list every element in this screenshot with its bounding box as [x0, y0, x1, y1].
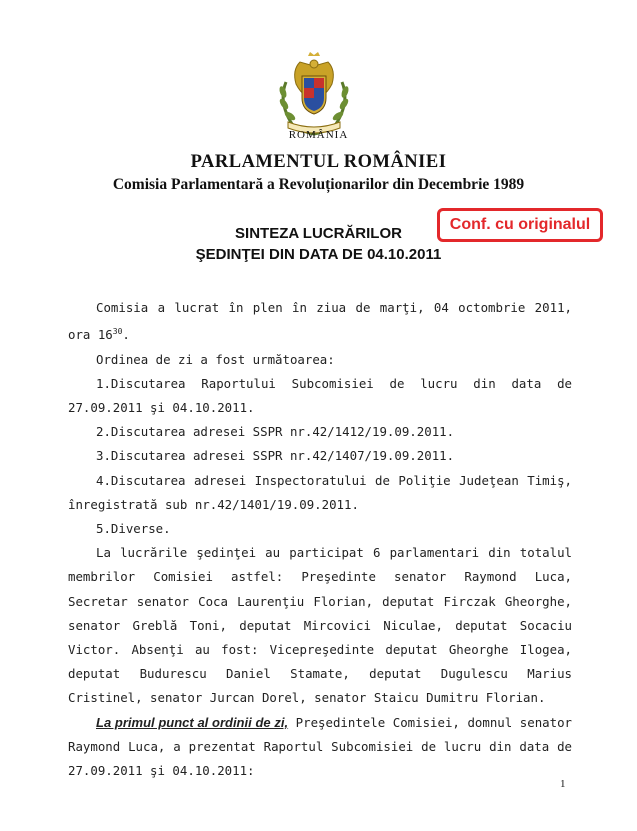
document-title-line2: ŞEDINŢEI DIN DATA DE 04.10.2011 — [195, 246, 442, 263]
conformity-stamp: Conf. cu originalul — [437, 208, 603, 242]
parliament-title: PARLAMENTUL ROMÂNIEI — [190, 152, 447, 172]
agenda-item-2: 2.Discutarea adresei SSPR nr.42/1412/19.09.2011. — [96, 424, 455, 440]
commission-subtitle: Comisia Parlamentară a Revoluționarilor din Decembrie 1989 — [112, 176, 525, 193]
page-number: 1 — [560, 778, 566, 790]
agenda-item-3: 3.Discutarea adresei SSPR nr.42/1407/19.09.2011. — [96, 448, 455, 464]
time-superscript: 30 — [112, 327, 123, 337]
first-point-lead: La primul punct al ordinii de zi, — [96, 714, 289, 730]
agenda-item-5: 5.Diverse. — [96, 520, 171, 536]
document-body — [68, 296, 572, 783]
paragraph-session-time: Comisia a lucrat în plen în ziua de marţi, 04 octombrie 2011, ora $16^{30}$. — [68, 300, 572, 343]
agenda-item-1: 1.Discutarea Raportului Subcomisiei de lucru din data de 27.09.2011 şi 04.10.2011. — [68, 375, 572, 415]
paragraph-first-point: La primul punct al ordinii de zi, Preşedintele Comisiei, domnul senator Raymond Luca, a prezentat Raportul Subcomisiei de lucru din data de 27.09.2011 şi 04.10.2011: — [68, 714, 572, 778]
document-title-line1: SINTEZA LUCRĂRILOR — [235, 225, 402, 242]
agenda-item-4: 4.Discutarea adresei Inspectoratului de Poliţie Judeţean Timiş, înregistrată sub nr.42/1401/19.09.2011. — [68, 472, 572, 512]
paragraph-attendance: La lucrările şedinţei au participat 6 parlamentari din totalul membrilor Comisiei astfel: Preşedinte senator Raymond Luca, Secretar senator Coca Laurenţiu Florian, deputat Firczak Gheorghe, senator Greblă Toni, deputat Mircovici Niculae, deputat Socaciu Victor. Absenţi au fost: Vicepreşedinte deputat Gheorghe Ilogea, deputat Budurescu Daniel Stamate, deputat Dugulescu Marius Cristinel, senator Jurcan Dorel, senator Staicu Dumitru Florian. — [68, 545, 572, 706]
crest-country-label: ROMÂNIA — [288, 129, 349, 141]
paragraph-agenda-intro: Ordinea de zi a fost următoarea: — [96, 351, 335, 367]
